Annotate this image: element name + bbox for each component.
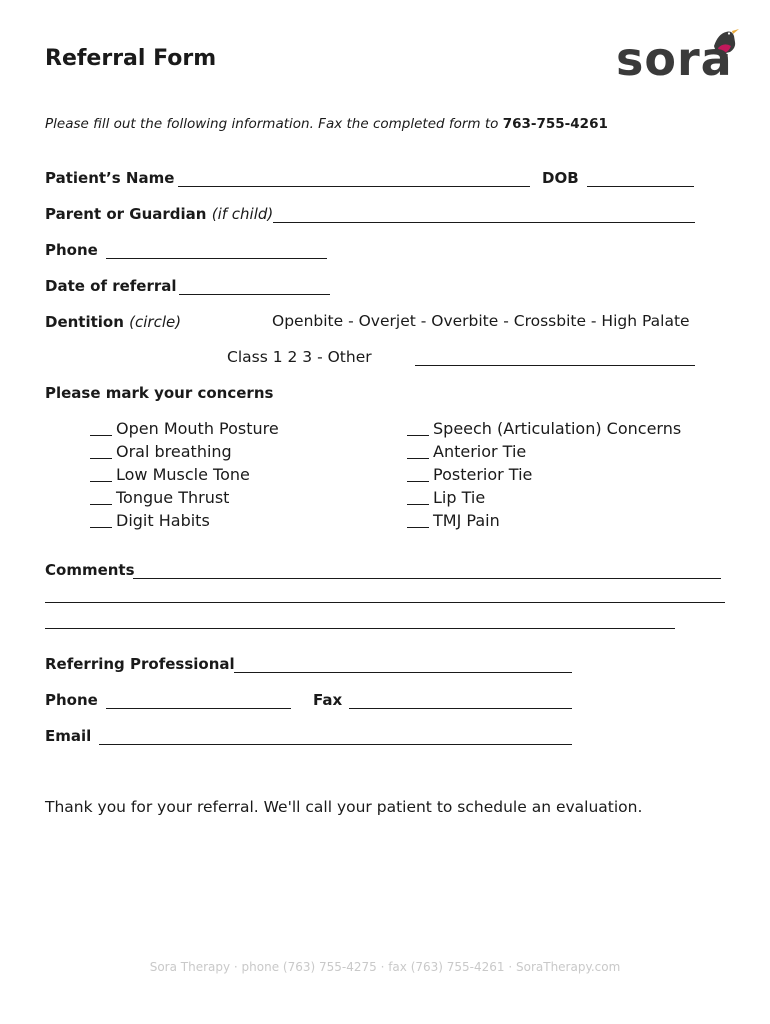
checkbox-blank[interactable]	[90, 458, 112, 459]
checkbox-blank[interactable]	[407, 458, 429, 459]
concern-item[interactable]	[90, 511, 210, 530]
concern-label: Open Mouth Posture	[116, 419, 279, 438]
email-field[interactable]	[99, 744, 572, 745]
fax-label: Fax	[313, 691, 343, 709]
fax-field[interactable]	[349, 708, 572, 709]
checkbox-blank[interactable]	[90, 481, 112, 482]
concern-item[interactable]	[407, 511, 500, 530]
class-options[interactable]: Class 1 2 3 - Other	[227, 348, 372, 366]
email-label: Email	[45, 727, 92, 745]
instructions	[45, 116, 608, 132]
checkbox-blank[interactable]	[407, 435, 429, 436]
concerns-heading: Please mark your concerns	[45, 384, 274, 402]
dentition-note: (circle)	[129, 313, 182, 331]
referring-professional-field[interactable]	[234, 672, 572, 673]
ref-phone-label: Phone	[45, 691, 98, 709]
checkbox-blank[interactable]	[407, 481, 429, 482]
sora-logo	[614, 18, 740, 86]
checkbox-blank[interactable]	[90, 504, 112, 505]
concern-label: Lip Tie	[433, 488, 486, 507]
referral-date-field[interactable]	[179, 294, 330, 295]
guardian-field[interactable]	[273, 222, 695, 223]
referring-professional-label: Referring Professional	[45, 655, 235, 673]
dob-field[interactable]	[587, 186, 694, 187]
concern-item[interactable]	[90, 442, 232, 461]
phone-label: Phone	[45, 241, 98, 259]
concern-item[interactable]	[407, 465, 532, 484]
checkbox-blank[interactable]	[407, 527, 429, 528]
checkbox-blank[interactable]	[407, 504, 429, 505]
concern-item[interactable]	[407, 419, 681, 438]
concern-item[interactable]	[407, 488, 485, 507]
concern-item[interactable]	[90, 465, 250, 484]
other-field[interactable]	[415, 365, 695, 366]
checkbox-blank[interactable]	[90, 435, 112, 436]
concern-label: Oral breathing	[116, 442, 232, 461]
comments-field-line-1[interactable]	[133, 578, 721, 579]
fax-number: 763-755-4261	[502, 116, 608, 132]
comments-label: Comments	[45, 561, 135, 579]
concern-label: Speech (Articulation) Concerns	[433, 419, 682, 438]
referral-date-label: Date of referral	[45, 277, 177, 295]
concern-item[interactable]	[90, 419, 279, 438]
comments-field-line-3[interactable]	[45, 628, 675, 629]
thank-you-message: Thank you for your referral. We'll call your patient to schedule an evaluation.	[45, 798, 643, 816]
concern-label: TMJ Pain	[433, 511, 500, 530]
concern-label: Tongue Thrust	[116, 488, 230, 507]
dentition-label	[45, 313, 181, 331]
dentition-label-text: Dentition	[45, 313, 124, 331]
concern-label: Anterior Tie	[433, 442, 527, 461]
footer-contact: Sora Therapy · phone (763) 755-4275 · fax (763) 755-4261 · SoraTherapy.com	[149, 960, 621, 974]
comments-field-line-2[interactable]	[45, 602, 725, 603]
concern-item[interactable]	[90, 488, 229, 507]
dob-label: DOB	[542, 169, 579, 187]
concern-label: Digit Habits	[116, 511, 210, 530]
dentition-options[interactable]: Openbite - Overjet - Overbite - Crossbite - High Palate	[272, 312, 690, 330]
patient-name-field[interactable]	[178, 186, 530, 187]
patient-name-label: Patient’s Name	[45, 169, 175, 187]
guardian-label-text: Parent or Guardian	[45, 205, 207, 223]
concern-label: Posterior Tie	[433, 465, 533, 484]
ref-phone-field[interactable]	[106, 708, 291, 709]
form-title: Referral Form	[45, 46, 217, 71]
instruction-text: Please fill out the following information. Fax the completed form to	[45, 116, 503, 132]
guardian-label	[45, 205, 273, 223]
concern-label: Low Muscle Tone	[116, 465, 250, 484]
phone-field[interactable]	[106, 258, 327, 259]
concern-item[interactable]	[407, 442, 526, 461]
logo-text: sora	[616, 32, 733, 86]
guardian-note: (if child)	[211, 205, 274, 223]
checkbox-blank[interactable]	[90, 527, 112, 528]
